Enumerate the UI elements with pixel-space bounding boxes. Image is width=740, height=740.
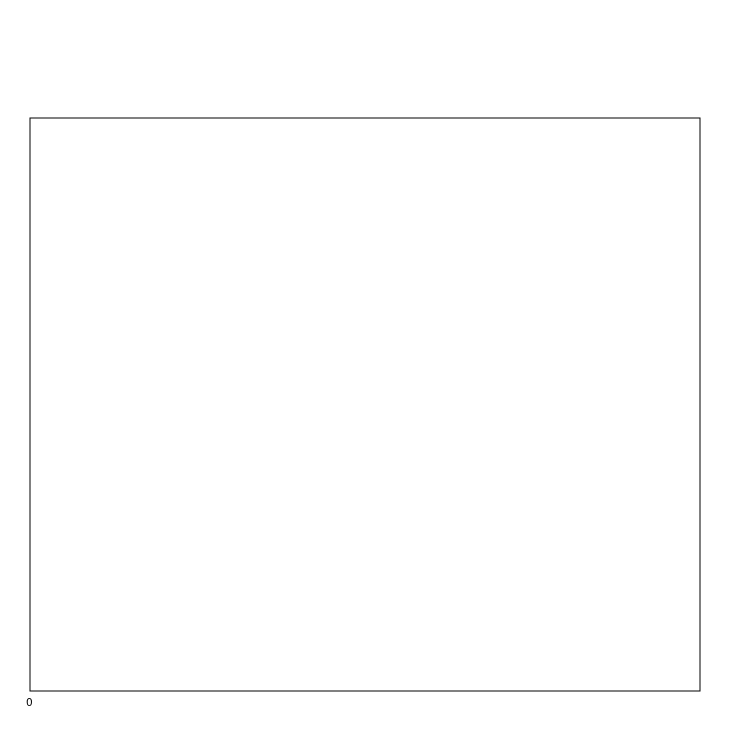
plot-frame (30, 118, 700, 691)
x-axis-start: 0 (26, 697, 33, 709)
